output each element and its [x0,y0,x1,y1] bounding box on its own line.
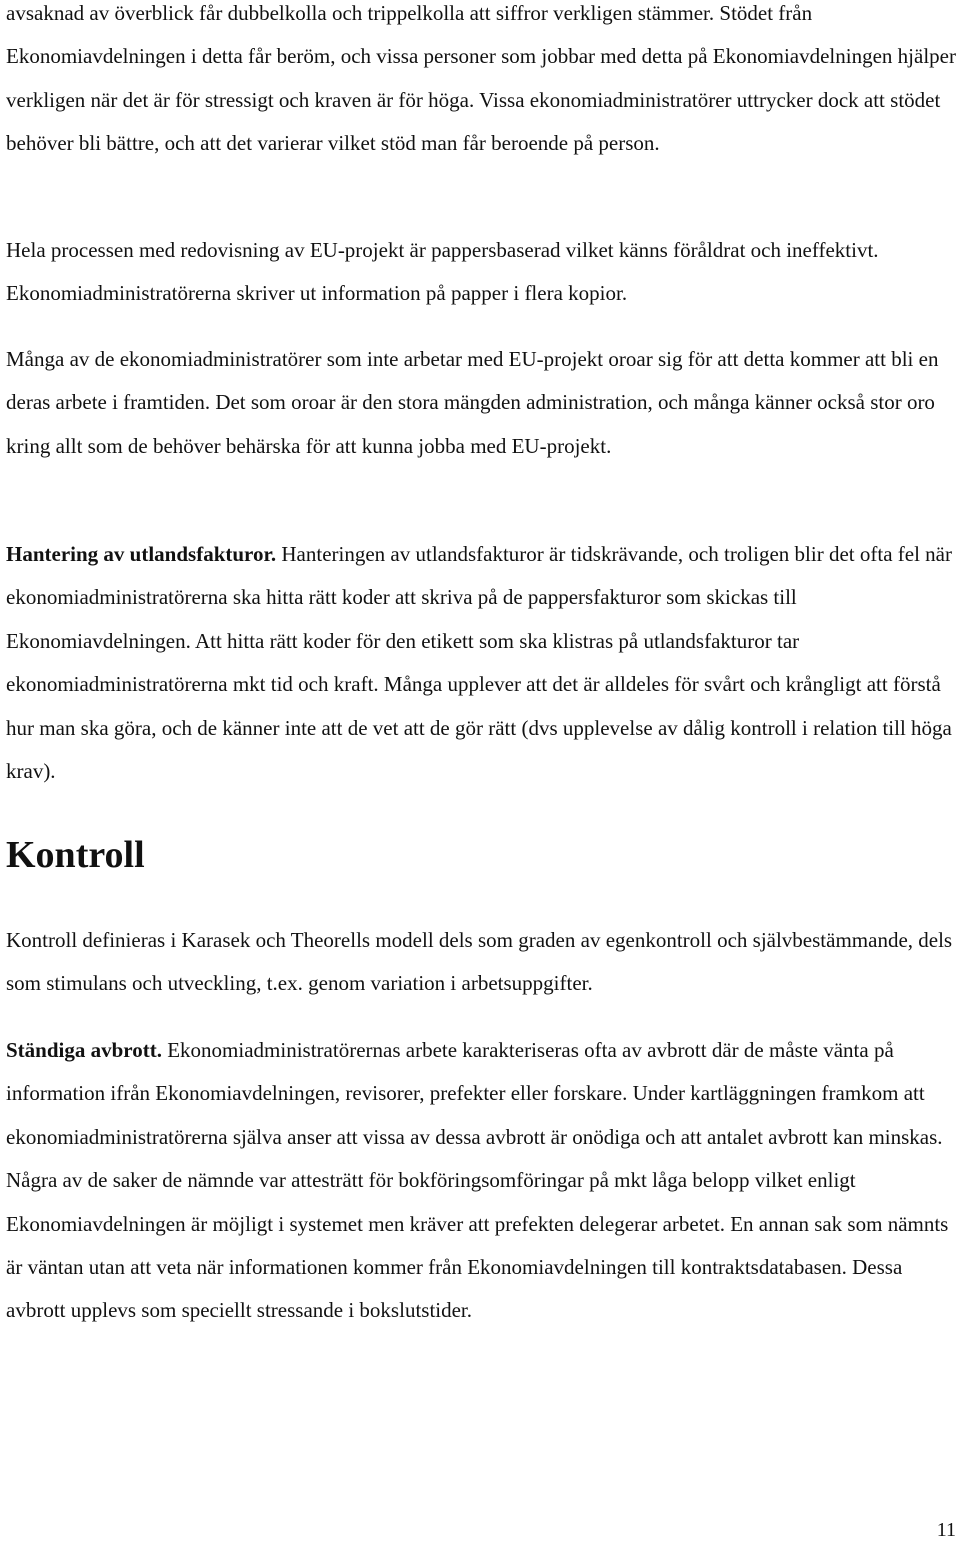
paragraph-text: Många av de ekonomiadministratörer som inte arbetar med EU-projekt oroar sig för att detta kommer att bli en deras arbete i framtiden. Det som oroar är den stora mängden administration, och många känner också stor oro kring allt som de behöver behärska för att kunna jobba med EU-projekt. [6,347,939,458]
paragraph-text: Hanteringen av utlandsfakturor är tidskrävande, och troligen blir det ofta fel när ekonomiadministratörerna ska hitta rätt koder att skriva på de pappersfakturor som skickas till Ekonomiavdelningen. Att hitta rätt koder för den etikett som ska klistras på utlandsfakturor tar ekonomiadministratörerna mkt tid och kraft. Många upplever att det är alldeles för svårt och krångligt att förstå hur man ska göra, och de känner inte att de vet att de gör rätt (dvs upplevelse av dålig kontroll i relation till höga krav). [6,542,952,784]
paragraph-paper-process [6,229,960,316]
paragraph-text: avsaknad av överblick får dubbelkolla och trippelkolla att siffror verkligen stämmer. Stödet från Ekonomiavdelningen i detta får beröm, och vissa personer som jobbar med detta på Ekonomiavdelningen hjälper verkligen när det är för stressigt och kraven är för höga. Vissa ekonomiadministratörer uttrycker dock att stödet behöver bli bättre, och att det varierar vilket stöd man får beroende på person. [6,1,956,156]
paragraph-support [6,0,960,166]
paragraph-eu-projects [6,338,960,468]
page-number: 11 [936,1519,956,1541]
paragraph-lead-heading: Hantering av utlandsfakturor. [6,542,277,566]
paragraph-text: Hela processen med redovisning av EU-projekt är pappersbaserad vilket känns föråldrat och ineffektivt. Ekonomiadministratörerna skriver ut information på papper i flera kopior. [6,238,879,306]
paragraph-text: Kontroll definieras i Karasek och Theorells modell dels som graden av egenkontroll och självbestämmande, dels som stimulans och utveckling, t.ex. genom variation i arbetsuppgifter. [6,928,953,996]
paragraph-interruptions [6,1029,960,1333]
paragraph-control-definition [6,919,960,1006]
paragraph-foreign-invoices [6,533,960,793]
section-heading: Kontroll [6,834,145,876]
paragraph-text: Ekonomiadministratörernas arbete karakteriseras ofta av avbrott där de måste vänta på information ifrån Ekonomiavdelningen, revisorer, prefekter eller forskare. Under kartläggningen framkom att ekonomiadministratörerna själva anser att vissa av dessa avbrott är onödiga och att antalet avbrott kan minskas. Några av de saker de nämnde var attesträtt för bokföringsomföringar på mkt låga belopp vilket enligt Ekonomiavdelningen är möjligt i systemet men kräver att prefekten delegerar arbetet. En annan sak som nämnts är väntan utan att veta när informationen kommer från Ekonomiavdelningen till kontraktsdatabasen. Dessa avbrott upplevs som speciellt stressande i bokslutstider. [6,1038,949,1323]
paragraph-lead-heading: Ständiga avbrott. [6,1038,162,1062]
